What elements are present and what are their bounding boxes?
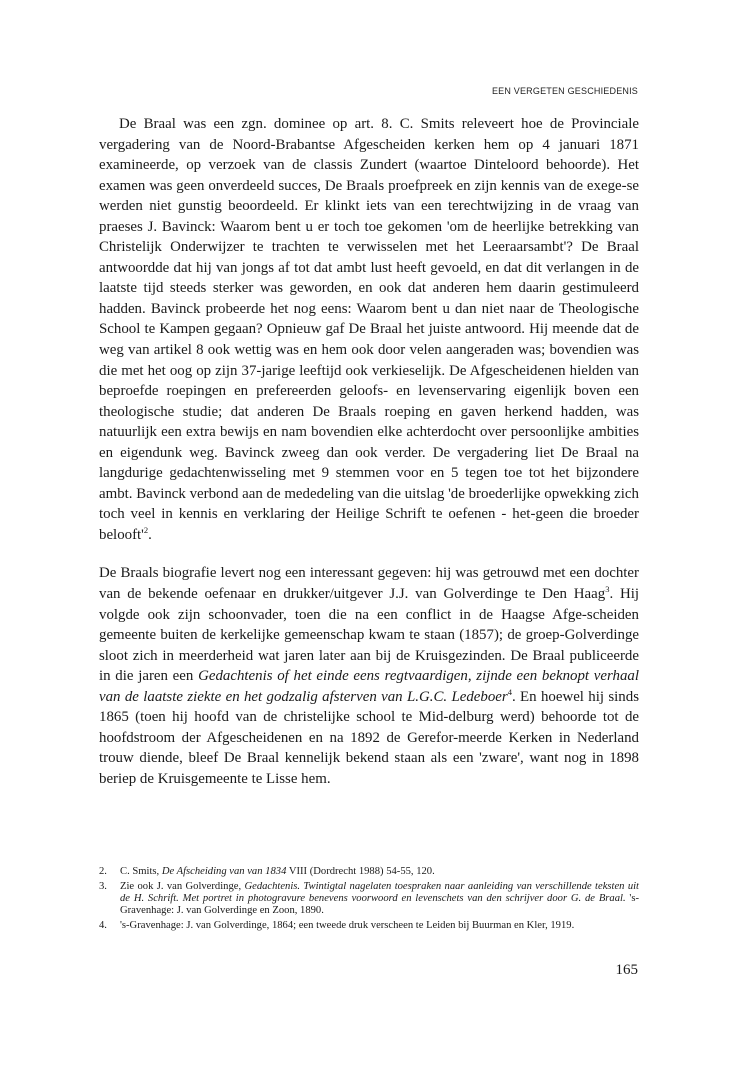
footnote-number: 4. bbox=[99, 920, 107, 932]
footnote-ref-3[interactable]: 3 bbox=[605, 584, 610, 595]
footnote-text bbox=[120, 866, 639, 878]
body-text bbox=[99, 114, 639, 808]
running-header: EEN VERGETEN GESCHIEDENIS bbox=[491, 86, 638, 96]
footnote-text-italic: Gedachtenis. Twintigtal nagelaten toespraken naar aanleiding van verschillende teksten uit de H. Schrift. Met portret in photogravure benevens voorwoord en levenschets van den schrijver door G. de Braal. bbox=[120, 881, 640, 905]
footnote-text bbox=[120, 881, 639, 917]
footnotes bbox=[99, 866, 639, 935]
page-number: 165 bbox=[615, 962, 638, 978]
paragraph-2-segment-2: . Hij volgde ook zijn schoonvader, toen die na een conflict in de Haagse Afge-scheiden gemeente buiten de kerkelijke gemeenschap kwam te staan (1857); de groep-Golverdinge sloot zich in meerderheid wat jaren later aan bij de Kruisgezinden. De Braal publiceerde in die jaren een bbox=[99, 586, 639, 685]
footnote-number: 2. bbox=[99, 866, 107, 877]
footnote-3 bbox=[99, 881, 639, 917]
footnote-ref-2[interactable]: 2 bbox=[143, 524, 149, 535]
paragraph-1-text: De Braal was een zgn. dominee op art. 8. C. Smits releveert hoe de Provinciale vergadering van de Noord-Brabantse Afgescheiden kerken hem op 4 januari 1871 examineerde, op verzoek van de classis Zundert (waartoe Dinteloord behoorde). Het examen was geen onverdeeld succes, De Braals proefpreek en zijn kennis van de exege-se werden niet gunstig beoordeeld. Er klinkt iets van een terechtwijzing in de vraag van praeses J. Bavinck: Waarom bent u er toch toe gekomen 'om de heerlijke betrekking van Christelijk Onderwijzer te trachten te verwisselen met het Leeraarsambt'? De Braal antwoordde dat hij van jongs af tot dat ambt lust heeft gevoeld, en dat dit verlangen in de laatste tijd steeds sterker was geworden, en ook dat anderen hem daarin gestimuleerd hadden. Bavinck probeerde het nog eens: Waarom bent u dan niet naar de Theologische School te Kampen gegaan? Opnieuw gaf De Braal het juiste antwoord. Hij meende dat de weg van artikel 8 ook wettig was en hem ook door velen aangeraden was; bovendien was die met het oog op zijn 37-jarige leeftijd ook verkieselijk. De Afgescheidenen hielden van beproefde roepingen en prefereerden geloofs- en levenservaring eigenlijk boven een theologische studie; dat anderen De Braals roeping en gaven herkend hadden, was natuurlijk een extra bewijs en nam bovendien elke achterdocht over persoonlijke ambities en eigendunk weg. Bavinck zweeg dan ook verder. De vergadering liet De Braal na langdurige gedachtenwisseling met 9 stemmen voor en 5 tegen toe tot het bijzondere ambt. Bavinck verbond aan de mededeling van die uitslag 'de broederlijke opwekking zich toch veel in kennis en verklaring der Heilige Schrift te oefenen - het-geen die broeder belooft' bbox=[99, 116, 639, 543]
paragraph-1-end: . bbox=[148, 526, 152, 543]
paragraph-2-segment-3: . En hoewel hij sinds 1865 (toen hij hoofd van de christelijke school te Mid-delburg werd) behoorde tot de hoofdstroom der Afgescheidenen en na 1892 de Gerefor-meerde Kerken in Nederland trouw diende, bleef De Braal kennelijk bekend staan als een 'zware', want nog in 1898 beriep de Kruisgemeente te Lisse hem. bbox=[99, 688, 639, 787]
book-title: Gedachtenis of het einde eens regtvaardigen, zijnde een beknopt verhaal van de laatste ziekte en het godzalig afsterven van L.G.C. Ledeboer bbox=[99, 668, 640, 705]
footnote-ref-4[interactable]: 4 bbox=[507, 686, 512, 697]
paragraph-1 bbox=[99, 114, 639, 545]
footnote-text-plain-end: 's-Gravenhage: J. van Golverdinge en Zoon, 1890. bbox=[120, 893, 639, 917]
footnote-text-italic: De Afscheiding van van 1834 bbox=[161, 866, 287, 877]
paragraph-2-segment-1: De Braals biografie levert nog een interessant gegeven: hij was getrouwd met een dochter van de bekende oefenaar en drukker/uitgever J.J. van Golverdinge te Den Haag bbox=[99, 565, 639, 603]
footnote-text-plain-end: VIII (Dordrecht 1988) 54-55, 120. bbox=[286, 866, 435, 877]
footnote-text bbox=[120, 920, 639, 932]
footnote-text-plain: Zie ook J. van Golverdinge, bbox=[120, 881, 245, 893]
footnote-4 bbox=[99, 920, 639, 932]
paragraph-2 bbox=[99, 563, 639, 789]
footnote-number: 3. bbox=[99, 881, 107, 893]
footnote-text-plain: 's-Gravenhage: J. van Golverdinge, 1864; een tweede druk verscheen te Leiden bij Buurman en Kler, 1919. bbox=[120, 920, 575, 932]
footnote-2 bbox=[99, 866, 639, 878]
footnote-text-plain: C. Smits, bbox=[120, 866, 162, 877]
